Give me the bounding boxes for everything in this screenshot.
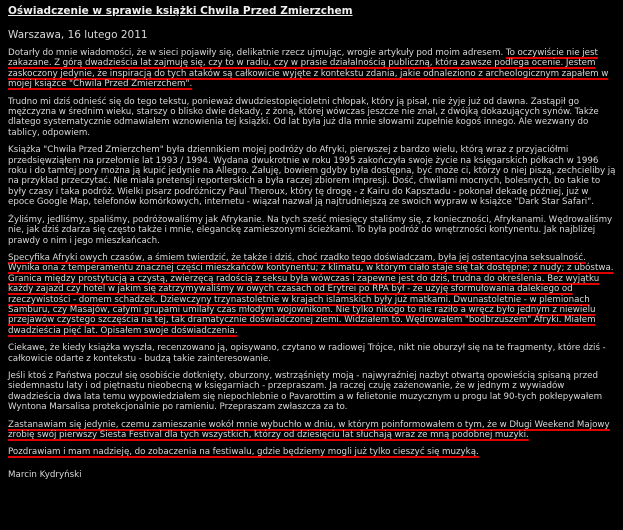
paragraph-text: Ciekawe, że kiedy książka wyszła, recenzowano ją, opisywano, czytano w radiowej Trójce, nikt nie oburzył się na te fragmenty, które dziś - całkowicie odarte z kontekstu - budzą takie zainteresowanie.	[8, 343, 606, 364]
paragraph-4	[8, 215, 616, 246]
signature: Marcin Kydryński	[8, 469, 82, 480]
paragraph-8	[8, 420, 616, 441]
statement-document	[4, 2, 618, 480]
paragraph-6	[8, 343, 616, 364]
paragraph-1	[8, 48, 616, 90]
statement-date: Warszawa, 16 lutego 2011	[8, 29, 148, 41]
paragraph-text: Trudno mi dziś odnieść się do tego tekstu, ponieważ dwudziestopięcioletni chłopak, który ją pisał, nie żyje już od dawna. Zastąpił go mężczyzna w średnim wieku, starszy o blisko dwie dekady, z żoną, której wówczas jeszcze nie znał, z dwójką dokazujących synów. Także dlatego systematycznie odmawiałem wznowienia tej książki. Od lat była już dla mnie słowami zupełnie kogoś innego. Ale wezwany do tablicy, odpowiem.	[8, 96, 599, 138]
paragraph-2	[8, 97, 616, 139]
paragraph-7	[8, 371, 616, 413]
paragraph-5	[8, 253, 616, 336]
paragraph-3	[8, 145, 616, 207]
highlighted-text: To oczywiście nie jest zakazane. Z górą dwadzieścia lat zajmuję się, czy to w radiu, czy w prasie działalnością publiczną, która zawsze podlega ocenie. Jestem zaskoczony jedynie, że inspiracją do tych ataków są całkowicie wyjęte z kontekstu zdania, jakie odnaleziono z archeologicznym zapałem w mojej książce "Chwila Przed Zmierzchem".	[8, 48, 609, 90]
statement-title: Oświadczenie w sprawie książki Chwila Przed Zmierzchem	[8, 5, 353, 17]
highlighted-text: Pozdrawiam i mam nadzieję, do zobaczenia na festiwalu, gdzie będziemy mogli już tylko cieszyć się muzyką.	[8, 447, 479, 458]
paragraph-9	[8, 447, 616, 457]
paragraph-text: Jeśli ktoś z Państwa poczuł się osobiście dotknięty, oburzony, wstrząśnięty moją - najwyraźniej nazbyt otwartą opowieścią spisaną przed siedemnastu laty i od piętnastu nieobecną w księgarniach - przepraszam. Ja raczej czuję zażenowanie, że w jednym z wywiadów dwadzieścia dwa lata temu wypowiedziałem się niepochlebnie o Pavarottim a w felietonie muzycznym u progu lat 90-tych pokłepywałem Wyntona Marsalisa protekcjonalnie po ramieniu. Przepraszam zwłaszcza za to.	[8, 370, 603, 413]
paragraph-text: Dotarły do mnie wiadomości, że w sieci pojawiły się, delikatnie rzecz ujmując, wrogie artykuły pod moim adresem.	[8, 48, 506, 58]
highlighted-text: Zastanawiam się jedynie, czemu zamieszanie wokół mnie wybuchło w dniu, w którym poinformowałem o tym, że w Długi Weekend Majowy zrobię swój pierwszy Siesta Festival dla tych wszystkich, którzy od dziesięciu lat słuchają wraz ze mną podobnej muzyki.	[8, 419, 610, 440]
paragraph-text: Książka "Chwila Przed Zmierzchem" była dziennikiem mojej podróży do Afryki, pierwszej z bardzo wielu, którą wraz z przyjaciółmi przedsięwziąłem na przełomie lat 1993 / 1994. Wydana dwukrotnie w roku 1995 zakończyła swoje życie na księgarskich półkach w 1996 roku i do tamtej pory można ją kupić jedynie na Allegro. Żałuję, bowiem gdyby była dostępna, być może ci, którzy o niej piszą, zechcieliby ją na przykład przeczytać. Nie miała pretensji reporterskich a była raczej zbiorem impresji. Dość, chwilami mocnych, bolesnych, bo takie to były czasy i taka podróż. Wielki pisarz podróżniczy Paul Theroux, który tę drogę - z Kairu do Kapsztadu - pokonał dekadę później, już w epoce Google Map, telefonów komórkowych, internetu - wiązał nazwał ją najtrudniejszą ze swoich wypraw w książce "Dark Star Safari".	[8, 145, 616, 208]
highlighted-text: Specyfika Afryki owych czasów, a śmiem twierdzić, że także i dziś, choć rzadko tego doświadczam, była jej ostentacyjna seksualność. Wynika ona z temperamentu znacznej części mieszkańców kontynentu; z klimatu, w którym ciało staje się tak dostępne; z nudy; z ubóstwa. Granica między prostytucją a czystą, zwierzęcą radością z seksu była wówczas i zapewne jest do dziś, trudna do określenia. Bez wyjątku każdy zajazd czy hotel w jakim się zatrzymywaliśmy w owych czasach od Erytrei po RPA był - że użyję sformułowania dalekiego od rzeczywistości - domem schadzek. Dziewczyny trzynastoletnie w krajach islamskich były już matkami. Dwunastoletnie - w plemionach Samburu, czy Masajów, całymi grupami umilały czas młodym wojownikom. Nie tylko nikogo to nie raziło a wręcz było jednym z niewielu przejawów czystego szczęścia na tej, tak dramatycznie doświadczonej ziemi. Widziałem to. Wędrowałem "bodbrzuszem" Afryki. Miałem dwadzieścia pięć lat. Opisałem swoje doświadczenia.	[8, 252, 614, 336]
paragraph-text: Żyliśmy, jedliśmy, spaliśmy, podróżowaliśmy jak Afrykanie. Na tych sześć miesięcy staliśmy się, z konieczności, Afrykanami. Wędrowaliśmy nie, jak dziś zdarza się często także i mnie, eleganckę zamieszonymi ścieżkami. To była podróż do wnętrzności kontynentu. Jak najbliżej prawdy o nim i jego mieszkańcach.	[8, 214, 613, 246]
